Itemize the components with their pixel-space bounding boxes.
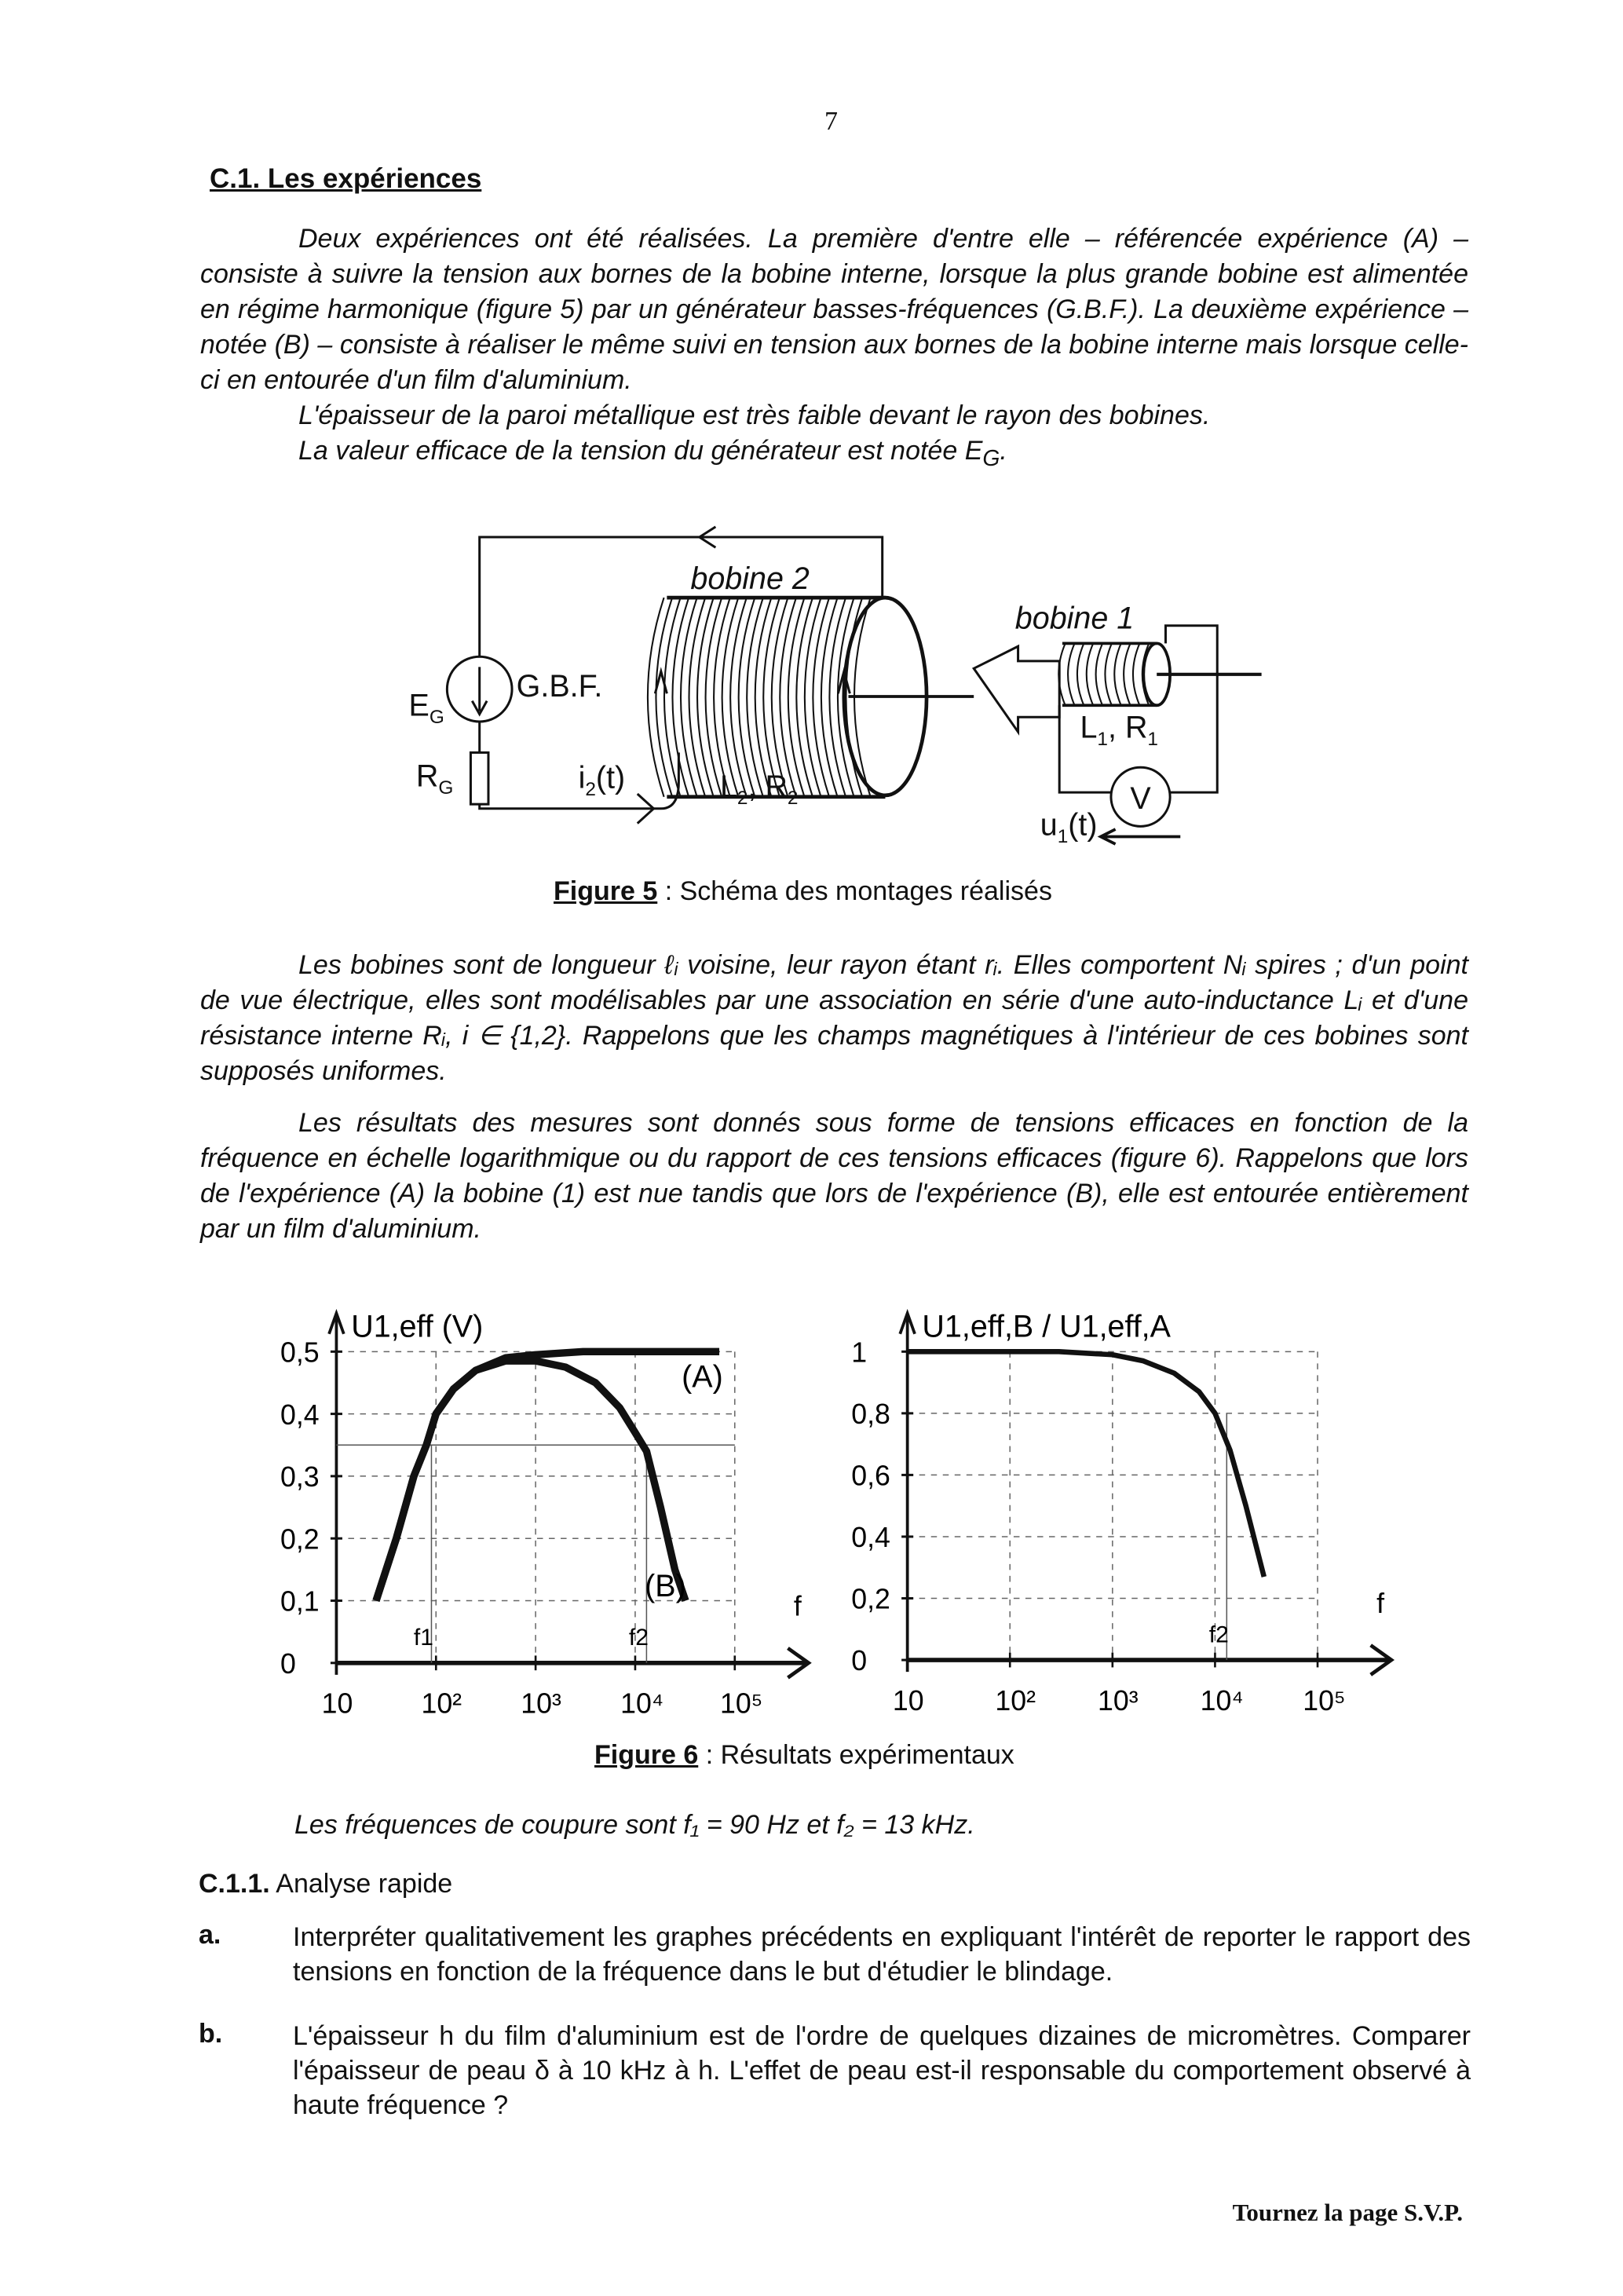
x-tick-label: 10	[892, 1684, 924, 1717]
y-axis-label: U1,eff,B / U1,eff,A	[922, 1309, 1171, 1344]
cutoff-f2-label: f2	[1208, 1621, 1229, 1648]
winding	[1124, 643, 1130, 705]
y-tick-label: 0	[851, 1645, 868, 1677]
winding	[1077, 643, 1084, 705]
winding	[1114, 643, 1120, 705]
footer-turn-page: Tournez la page S.V.P.	[1232, 2199, 1463, 2226]
x-axis-label: f	[793, 1590, 802, 1622]
series-line-1	[908, 1351, 1264, 1577]
chart-2	[851, 1310, 1391, 1717]
voltage-arrow-u1	[1101, 829, 1180, 844]
voltage-end: .	[1000, 436, 1007, 466]
resistor-rg	[470, 752, 488, 804]
voltage-sub: G	[982, 445, 1000, 471]
x-axis-label: f	[1376, 1587, 1385, 1619]
y-tick-label: 0,4	[851, 1522, 890, 1554]
winding	[1068, 643, 1074, 705]
label-i2: $i_2(t)$	[578, 760, 626, 800]
y-tick-label: 0,3	[280, 1461, 320, 1493]
label-rg: $R_G$	[415, 759, 454, 799]
series-label: (A)	[682, 1359, 723, 1395]
y-tick-label: 0,5	[280, 1336, 320, 1369]
question-b-text: L'épaisseur h du film d'aluminium est de l'ordre de quelques dizaines de micromètres. Comparer l'épaisseur de peau δ à 10 kHz à h. L'effet de peau est-il responsable du comportement observé à haute fréquence ?	[293, 2021, 1471, 2120]
y-tick-label: 0,2	[851, 1583, 890, 1615]
x-tick-label: 10⁴	[1200, 1684, 1244, 1717]
cutoff-frequencies: Les fréquences de coupure sont f₁ = 90 Hz et f₂ = 13 kHz.	[294, 1810, 975, 1840]
question-b-label: b.	[199, 2019, 223, 2049]
label-gbf: G.B.F.	[516, 668, 603, 704]
page-number: 7	[824, 107, 838, 136]
y-tick-label: 0,6	[851, 1460, 890, 1492]
figure6-label: Figure 6	[594, 1740, 699, 1770]
figure6-charts	[280, 1310, 1391, 1720]
intro-paragraph: Deux expériences ont été réalisées. La première d'entre elle – référencée expérience (A) – consiste à suivre la tension aux bornes de la bobine interne, lorsque la plus grande bobine est alimentée en régime harmonique (figure 5) par un générateur basses-fréquences (G.B.F.). La deuxième expérience – notée (B) – consiste à réaliser le même suivi en tension aux bornes de la bobine interne mais lorsque celle-ci en entourée d'un film d'aluminium.	[200, 224, 1468, 395]
y-tick-label: 1	[851, 1336, 868, 1369]
section-heading: C.1. Les expériences	[210, 163, 482, 194]
label-bobine1: bobine 1	[1014, 601, 1135, 636]
x-tick-label: 10⁴	[620, 1687, 664, 1720]
subsection-number: C.1.1.	[199, 1869, 270, 1899]
intro-paragraph-thickness: L'épaisseur de la paroi métallique est très faible devant le rayon des bobines.	[298, 400, 1211, 430]
winding	[1105, 643, 1111, 705]
winding	[1087, 643, 1093, 705]
y-tick-label: 0,4	[280, 1398, 320, 1431]
winding	[1133, 643, 1139, 705]
label-u1: $u_1(t)$	[1040, 807, 1098, 848]
y-tick-label: 0,2	[280, 1523, 320, 1556]
y-tick-label: 0,1	[280, 1585, 320, 1618]
cutoff-f1-label: f1	[413, 1625, 433, 1651]
winding	[1096, 643, 1102, 705]
coil-description-paragraph: Les bobines sont de longueur ℓᵢ voisine, leur rayon étant rᵢ. Elles comportent Nᵢ spires ; d'un point de vue électrique, elles sont modélisables par une association en série d'une auto-inductance Lᵢ et d'une résistance interne Rᵢ, i ∈ {1,2}. Rappelons que les champs magnétiques à l'intérieur de ces bobines sont supposés uniformes.	[200, 950, 1468, 1086]
figure5-caption-text: : Schéma des montages réalisés	[657, 876, 1052, 906]
series-label: (B)	[645, 1569, 686, 1604]
question-a-label: a.	[199, 1920, 221, 1950]
subsection-title: Analyse rapide	[269, 1869, 453, 1899]
y-tick-label: 0	[280, 1647, 296, 1680]
x-tick-label: 10³	[1098, 1684, 1139, 1717]
series-line-2	[376, 1361, 685, 1600]
chart-1	[280, 1310, 809, 1720]
question-a-text: Interpréter qualitativement les graphes précédents en expliquant l'intérêt de reporter le rapport des tensions en fonction de la fréquence dans le but d'étudier le blindage.	[293, 1922, 1471, 1987]
label-eg: $E_G$	[408, 688, 444, 728]
x-tick-label: 10⁵	[1303, 1684, 1346, 1717]
x-tick-label: 10³	[521, 1687, 561, 1720]
label-l2-r2: $L_2$, $R_2$	[719, 769, 799, 810]
y-tick-label: 0,8	[851, 1398, 890, 1431]
y-axis-label: U1,eff (V)	[351, 1309, 484, 1344]
x-tick-label: 10	[321, 1687, 353, 1720]
coil-bobine1	[1058, 643, 1170, 705]
voltage-text: La valeur efficace de la tension du générateur est notée E	[298, 436, 983, 466]
label-l1-r1: $L_1$, $R_1$	[1080, 710, 1159, 751]
results-paragraph: Les résultats des mesures sont donnés sous forme de tensions efficaces en fonction de la fréquence en échelle logarithmique ou du rapport de ces tensions efficaces (figure 6). Rappelons que lors de l'expérience (A) la bobine (1) est nue tandis que lors de l'expérience (B), elle est entourée entièrement par un film d'aluminium.	[200, 1108, 1468, 1244]
generator-arrow-icon	[472, 667, 487, 714]
figure6-caption-text: : Résultats expérimentaux	[698, 1740, 1014, 1770]
x-tick-label: 10²	[995, 1684, 1036, 1717]
label-bobine2: bobine 2	[690, 561, 810, 596]
cutoff-f2-label: f2	[628, 1625, 649, 1651]
voltmeter-label: V	[1130, 781, 1151, 816]
figure5-label: Figure 5	[554, 876, 658, 906]
x-tick-label: 10⁵	[719, 1687, 763, 1720]
x-tick-label: 10²	[421, 1687, 462, 1720]
hollow-arrow-icon	[974, 646, 1059, 732]
